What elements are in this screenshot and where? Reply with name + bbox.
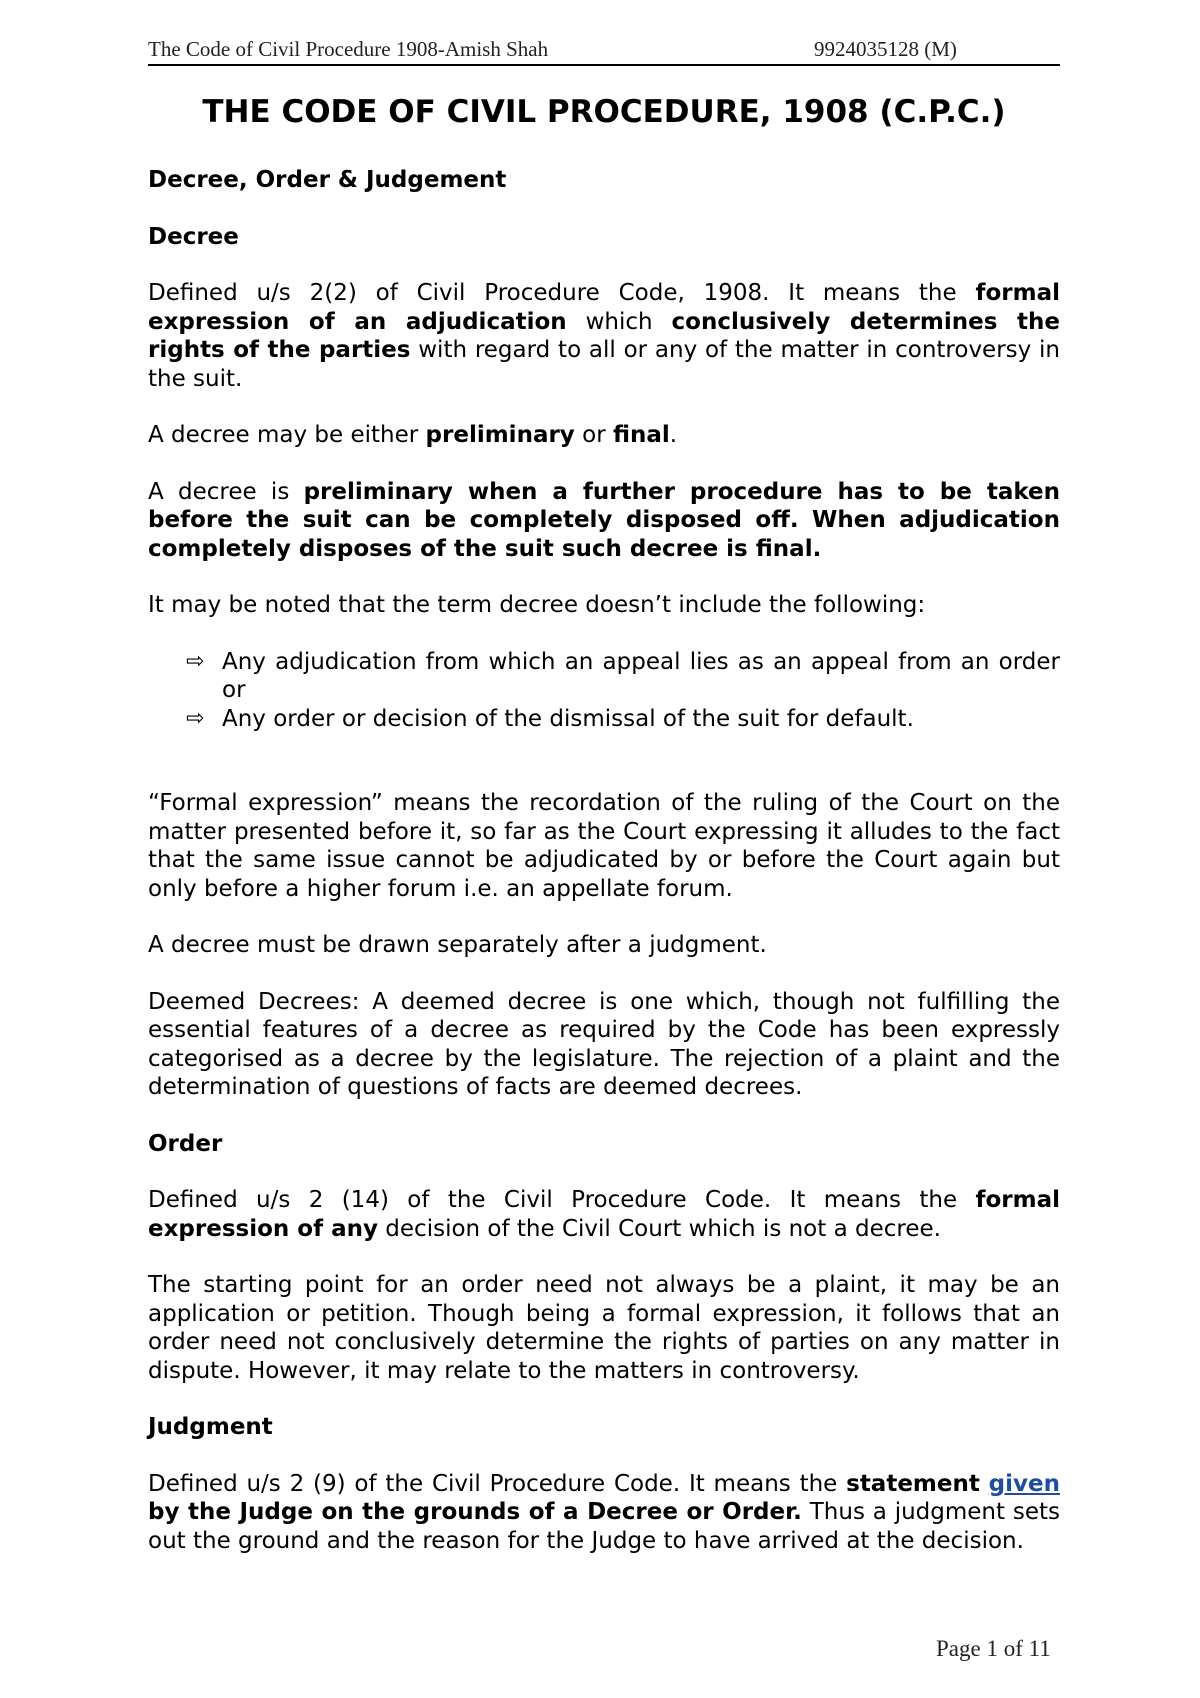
decree-types-bold-2: final — [612, 422, 670, 448]
decree-drawn-paragraph: A decree must be drawn separately after a judgment. — [148, 932, 767, 958]
decree-def-text-1: Defined u/s 2(2) of Civil Procedure Code, 1908. It means the — [148, 280, 976, 306]
order-def-text-2: decision of the Civil Court which is not a decree. — [378, 1215, 941, 1242]
order-def-bold: formal expression of any — [148, 1187, 1060, 1242]
section-heading: Decree, Order & Judgement — [148, 167, 507, 193]
decree-exclusions-list — [148, 648, 1060, 734]
list-item — [148, 705, 1060, 734]
decree-types-text-2: or — [574, 422, 613, 448]
decree-def-text-2: which — [566, 308, 672, 335]
order-def-text-1: Defined u/s 2 (14) of the Civil Procedure Code. It means the — [148, 1187, 976, 1213]
page-header — [148, 37, 1060, 66]
list-item-text: Any order or decision of the dismissal of the suit for default. — [222, 705, 914, 732]
formal-expression-paragraph: “Formal expression” means the recordation of the ruling of the Court on the matter presented before it, so far as the Court expressing it alludes to the fact that the same issue cannot be adjudicated by or before the Court again but only before a higher forum i.e. an appellate forum. — [148, 790, 1060, 902]
right-arrow-icon: ⇨ — [186, 648, 205, 674]
decree-def-text-3: with regard to all or any of the matter in controversy in the suit. — [148, 337, 1061, 392]
deemed-decrees-paragraph: Deemed Decrees: A deemed decree is one which, though not fulfilling the essential features of a decree as required by the Code has been expressly categorised as a decree by the legislature. The rejection of a plaint and the determination of questions of facts are deemed decrees. — [148, 988, 1060, 1100]
page-title: THE CODE OF CIVIL PROCEDURE, 1908 (C.P.C.) — [202, 94, 1006, 130]
right-arrow-icon: ⇨ — [186, 705, 205, 731]
judgment-heading: Judgment — [148, 1414, 273, 1440]
decree-definition — [148, 279, 1060, 393]
order-definition — [148, 1186, 1060, 1243]
header-left-text: The Code of Civil Procedure 1908-Amish Shah — [148, 37, 549, 61]
header-phone-number: 9924035128 (M) — [814, 37, 957, 61]
given-link[interactable]: given — [988, 1470, 1060, 1497]
decree-exclusions-intro: It may be noted that the term decree doesn’t include the following: — [148, 592, 926, 618]
judgment-def-text-2: Thus a judgment sets out the ground and the reason for the Judge to have arrived at the decision. — [148, 1499, 1060, 1554]
decree-types — [148, 421, 1060, 450]
list-item — [148, 648, 1060, 705]
judgment-def-text-1: Defined u/s 2 (9) of the Civil Procedure Code. It means the — [148, 1470, 847, 1497]
judgment-def-bold-1: statement — [846, 1470, 980, 1497]
order-heading: Order — [148, 1130, 223, 1157]
decree-types-text-3: . — [669, 422, 678, 448]
decree-heading: Decree — [148, 223, 239, 250]
decree-types-bold-1: preliminary — [425, 422, 575, 448]
decree-def-bold-2: conclusively determines the rights of the parties — [148, 308, 1060, 363]
judgment-definition — [148, 1470, 1060, 1556]
page-number: Page 1 of 11 — [936, 1636, 1051, 1661]
decree-types-text-1: A decree may be either — [148, 422, 426, 448]
decree-prelim-text: A decree is — [148, 478, 304, 505]
list-item-text: Any adjudication from which an appeal lies as an appeal from an order or — [222, 648, 1060, 703]
decree-preliminary — [148, 478, 1060, 564]
decree-prelim-bold: preliminary when a further procedure has to be taken before the suit can be completely disposed off. When adjudication completely disposes of the suit such decree is final. — [148, 478, 1061, 562]
document-body — [148, 166, 1060, 1583]
order-starting-point: The starting point for an order need not always be a plaint, it may be an application or petition. Though being a formal expression, it follows that an order need not conclusively determine the rights of parties on any matter in dispute. However, it may relate to the matters in controversy. — [148, 1272, 1060, 1384]
decree-def-bold-1: formal expression of an adjudication — [148, 280, 1060, 335]
judgment-def-bold-2: by the Judge on the grounds of a Decree or Order. — [148, 1499, 802, 1525]
